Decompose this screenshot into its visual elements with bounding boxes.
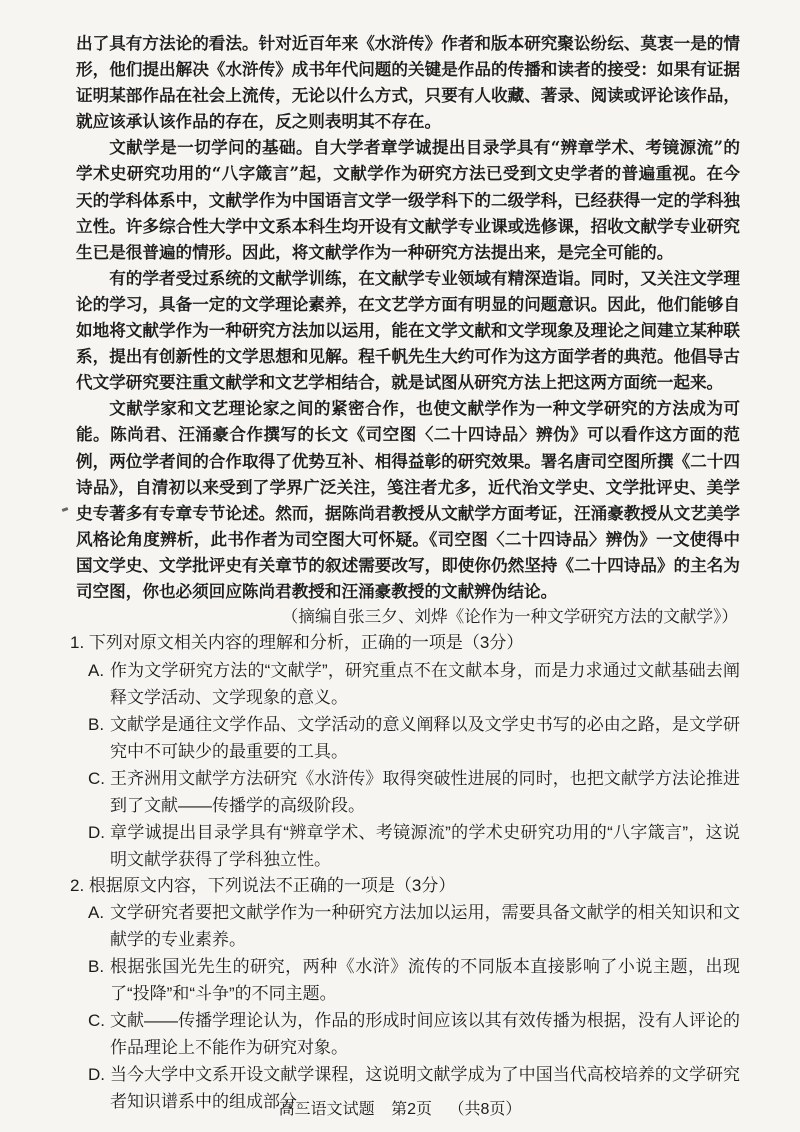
option-text: 根据张国光先生的研究，两种《水浒》流传的不同版本直接影响了小说主题，出现了“投降”和“斗争”的不同主题。 <box>110 957 740 1004</box>
question-1 <box>70 630 740 873</box>
option-text: 文献学是通往文学作品、文学活动的意义阐释以及文学史书写的必由之路，是文学研究中不可缺少的最重要的工具。 <box>110 714 740 761</box>
option-letter: A. <box>88 903 105 923</box>
question-stem: 1. 下列对原文相关内容的理解和分析，正确的一项是（3分） <box>70 633 524 653</box>
passage-paragraph: 文献学家和文艺理论家之间的紧密合作，也使文献学作为一种文学研究的方法成为可能。陈尚君、汪涌豪合作撰写的长文《司空图〈二十四诗品〉辨伪》可以看作这方面的范例，两位学者间的合作取得了优势互补、相得益彰的研究效果。署名唐司空图所撰《二十四诗品》，自清初以来受到了学界广泛关注，笺注者尤多，近代治文学史、文学批评史、美学史专著多有专章专节论述。然而，据陈尚君教授从文献学方面考证，汪涌豪教授从文艺美学风格论角度辨析，此书作者为司空图大可怀疑。《司空图〈二十四诗品〉辨伪》一文使得中国文学史、文学批评史有关章节的叙述需要改写，即使你仍然坚持《二十四诗品》的主名为司空图，你也必须回应陈尚君教授和汪涌豪教授的文献辨伪结论。 <box>76 398 740 601</box>
option-text: 章学诚提出目录学具有“辨章学术、考镜源流”的学术史研究功用的“八字箴言”，这说明文献学获得了学科独立性。 <box>110 822 740 869</box>
question-stem: 2. 根据原文内容，下列说法不正确的一项是（3分） <box>70 875 456 895</box>
passage-source: （摘编自张三夕、刘烨《论作为一种文学研究方法的文献学》） <box>281 607 738 627</box>
footer-subject: 高三语文试题 <box>278 1101 375 1118</box>
stray-pen-mark <box>62 507 69 512</box>
option-text: 王齐洲用文献学方法研究《水浒传》取得突破性进展的同时，也把文献学方法论推进到了文献——传播学的高级阶段。 <box>110 768 740 815</box>
option-c <box>88 1007 740 1061</box>
option-text: 文学研究者要把文献学作为一种研究方法加以运用，需要具备文献学的相关知识和文献学的专业素养。 <box>110 903 740 950</box>
option-letter: D. <box>88 822 105 842</box>
option-letter: B. <box>88 714 105 734</box>
option-text: 文献——传播学理论认为，作品的形成时间应该以其有效传播为根据，没有人评论的作品理论上不能作为研究对象。 <box>110 1011 740 1058</box>
option-letter: A. <box>88 660 105 680</box>
option-c <box>88 765 740 819</box>
option-a <box>88 899 740 953</box>
passage-paragraph: 有的学者受过系统的文献学训练，在文献学专业领域有精深造诣。同时，又关注文学理论的学习，具备一定的文学理论素养，在文艺学方面有明显的问题意识。因此，他们能够自如地将文献学作为一种研究方法加以运用，能在文学文献和文学现象及理论之间建立某种联系，提出有创新性的文学思想和见解。程千帆先生大约可作为这方面学者的典范。他倡导古代文学研究要注重文献学和文艺学相结合，就是试图从研究方法上把这两方面统一起来。 <box>76 267 740 393</box>
option-letter: C. <box>88 768 105 788</box>
option-letter: C. <box>88 1011 105 1031</box>
passage-paragraph: 文献学是一切学问的基础。自大学者章学诚提出目录学具有“辨章学术、考镜源流”的学术史研究功用的“八字箴言”起，文献学作为研究方法已受到文史学者的普遍重视。在今天的学科体系中，文献学作为中国语言文学一级学科下的二级学科，已经获得一定的学科独立性。许多综合性大学中文系本科生均开设有文献学专业课或选修课，招收文献学专业研究生已是很普遍的情形。因此，将文献学作为一种研究方法提出来，是完全可能的。 <box>76 137 740 262</box>
option-b <box>88 711 740 765</box>
option-letter: B. <box>88 957 105 977</box>
footer-total-pages: （共8页） <box>448 1101 522 1118</box>
question-2 <box>70 873 740 1116</box>
option-a <box>88 657 740 711</box>
option-letter: D. <box>88 1065 105 1085</box>
option-text: 当今大学中文系开设文献学课程，这说明文献学成为了中国当代高校培养的文学研究者知识谱系中的组成部分。 <box>110 1065 740 1112</box>
option-d <box>88 819 740 873</box>
footer-page-number: 第2页 <box>391 1101 432 1118</box>
reading-passage <box>76 30 740 604</box>
passage-paragraph: 出了具有方法论的看法。针对近百年来《水浒传》作者和版本研究聚讼纷纭、莫衷一是的情形，他们提出解决《水浒传》成书年代问题的关键是作品的传播和读者的接受：如果有证据证明某部作品在社会上流传，无论以什么方式，只要有人收藏、著录、阅读或评论该作品，就应该承认该作品的存在，反之则表明其不存在。 <box>76 33 740 132</box>
option-text: 作为文学研究方法的“文献学”，研究重点不在文献本身，而是力求通过文献基础去阐释文学活动、文学现象的意义。 <box>110 660 740 707</box>
option-b <box>88 953 740 1007</box>
page-footer <box>0 1096 800 1119</box>
